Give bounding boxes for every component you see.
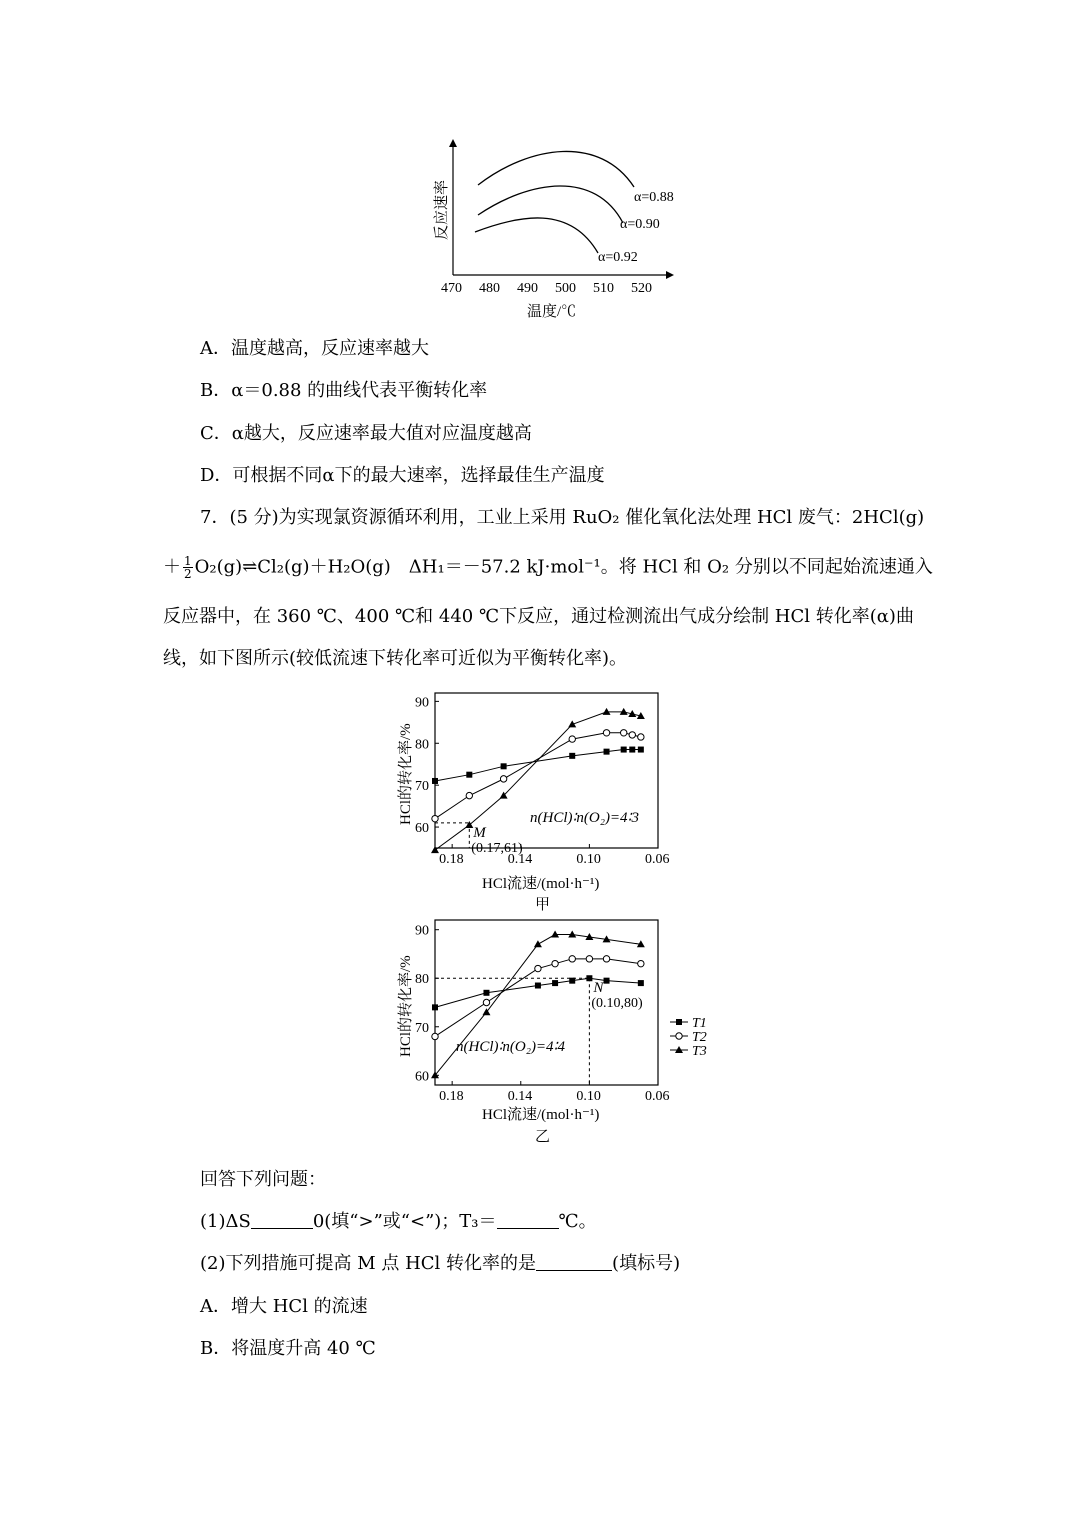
xtick-0.18: 0.18 (439, 1089, 464, 1104)
q7-line3: 反应器中，在 360 ℃、400 ℃和 440 ℃下反应，通过检测流出气成分绘制 HCl 转化率(α)曲 (163, 606, 914, 627)
equation-text: O₂(g)⇌Cl₂(g)＋H₂O(g) ΔH₁＝－57.2 kJ·mol⁻¹。将 HCl 和 O₂ 分别以不同起始流速通入 (194, 556, 933, 578)
chart-jia-xlabel: HCl流速/(mol·h⁻¹) (482, 876, 600, 892)
xtick-0.10: 0.10 (576, 1089, 601, 1104)
chart-jia-caption: 甲 (535, 897, 551, 913)
ytick-80: 80 (415, 737, 429, 753)
q1-blank-1[interactable] (251, 1212, 313, 1229)
point-t2-4 (603, 730, 609, 736)
point-t2-1 (466, 792, 472, 798)
chart-yi-xlabel: HCl流速/(mol·h⁻¹) (482, 1107, 600, 1123)
point-t1-1 (466, 772, 472, 778)
point-t2-7 (638, 960, 644, 966)
q1-suffix: ℃。 (558, 1211, 597, 1232)
fig1-xlabel: 温度/℃ (527, 304, 577, 320)
chart-jia-annotation: n(HCl)∶n(O₂)=4∶3 (530, 810, 639, 826)
chart-jia (390, 685, 690, 915)
point-m-label: M (473, 824, 486, 841)
ytick-60: 60 (415, 821, 429, 837)
legend-marker-t2 (676, 1033, 682, 1039)
q6-option-a: A．温度越高，反应速率越大 (200, 338, 429, 359)
point-t1-7 (638, 980, 644, 986)
point-t2-4 (569, 956, 575, 962)
ytick-80: 80 (415, 972, 429, 988)
point-t2-5 (586, 956, 592, 962)
xtick-0.10: 0.10 (576, 852, 601, 867)
q6-option-c: C．α越大，反应速率最大值对应温度越高 (200, 423, 532, 444)
curve-label-088: α=0.88 (634, 190, 674, 205)
xtick-0.14: 0.14 (507, 852, 533, 867)
point-t1-0 (432, 1004, 438, 1010)
curve-label-090: α=0.90 (620, 217, 660, 232)
point-n-coord: (0.10,80) (591, 996, 643, 1012)
chart-yi (390, 912, 730, 1147)
point-t1-6 (629, 747, 635, 753)
plus-sign: ＋ (163, 556, 181, 578)
q7-line1: 7．(5 分)为实现氯资源循环利用，工业上采用 RuO₂ 催化氧化法处理 HCl 废气：2HCl(g) (200, 507, 925, 528)
point-t1-4 (569, 978, 575, 984)
tick-480: 480 (479, 281, 500, 296)
tick-520: 520 (631, 281, 652, 296)
q1-blank-2[interactable] (497, 1212, 559, 1229)
q2-prefix: (2)下列措施可提高 M 点 HCl 转化率的是 (200, 1253, 537, 1274)
point-t2-6 (629, 732, 635, 738)
point-t1-2 (501, 763, 507, 769)
point-t2-7 (638, 734, 644, 740)
q1-line (200, 1210, 597, 1234)
tick-500: 500 (555, 281, 576, 296)
answers-intro: 回答下列问题： (200, 1169, 326, 1190)
point-t2-0 (432, 1033, 438, 1039)
point-t2-0 (432, 815, 438, 821)
point-t1-5 (586, 975, 592, 981)
curve-alpha-092 (475, 218, 598, 253)
tick-490: 490 (517, 281, 538, 296)
point-t3-0 (431, 846, 439, 853)
legend-label-t3: T3 (692, 1044, 707, 1059)
point-t1-5 (621, 747, 627, 753)
chart-yi-annotation: n(HCl)∶n(O₂)=4∶4 (456, 1039, 565, 1055)
point-m-coord: (0.17,61) (471, 840, 523, 856)
point-n-label: N (593, 980, 604, 997)
fraction-numerator: 1 (184, 554, 192, 568)
point-t1-2 (535, 983, 541, 989)
q2-blank[interactable] (536, 1254, 612, 1271)
legend-label-t2: T2 (692, 1030, 707, 1045)
chart-yi-caption: 乙 (535, 1129, 551, 1145)
q2-option-b: B．将温度升高 40 ℃ (200, 1338, 376, 1359)
point-t2-6 (603, 956, 609, 962)
tick-510: 510 (593, 281, 614, 296)
point-t1-1 (483, 990, 489, 996)
xtick-0.14: 0.14 (507, 1089, 533, 1104)
q7-line2 (163, 555, 933, 580)
q6-option-d: D．可根据不同α下的最大速率，选择最佳生产温度 (200, 465, 605, 486)
point-t2-1 (483, 999, 489, 1005)
ytick-90: 90 (415, 695, 429, 711)
point-t2-5 (620, 730, 626, 736)
curve-alpha-088 (478, 151, 634, 187)
point-t1-7 (638, 747, 644, 753)
q2-option-a: A．增大 HCl 的流速 (200, 1296, 368, 1317)
chart-yi-legend (670, 1016, 707, 1059)
q2-suffix: (填标号) (612, 1253, 681, 1274)
chart-yi-ylabel: HCl的转化率/% (398, 955, 414, 1057)
point-t2-3 (569, 736, 575, 742)
curve-alpha-090 (478, 186, 623, 223)
rate-temperature-figure (420, 135, 700, 325)
point-t1-0 (432, 778, 438, 784)
xtick-0.06: 0.06 (645, 1089, 670, 1104)
ytick-70: 70 (415, 1020, 429, 1036)
curve-label-092: α=0.92 (598, 250, 638, 265)
point-t2-2 (500, 776, 506, 782)
ytick-90: 90 (415, 923, 429, 939)
xtick-0.06: 0.06 (645, 852, 670, 867)
point-t1-3 (552, 980, 558, 986)
fraction-denominator: 2 (184, 567, 192, 581)
chart-jia-ylabel: HCl的转化率/% (398, 723, 414, 825)
fig1-ylabel: 反应速率 (434, 179, 450, 240)
point-t1-6 (604, 978, 610, 984)
q1-middle: 0(填“>”或“<”)；T₃＝ (312, 1211, 497, 1232)
xtick-0.18: 0.18 (439, 852, 464, 867)
point-t1-3 (569, 753, 575, 759)
half-fraction (183, 555, 193, 580)
q7-line4: 线，如下图所示(较低流速下转化率可近似为平衡转化率)。 (163, 648, 628, 669)
point-t1-4 (604, 749, 610, 755)
point-t2-2 (535, 965, 541, 971)
point-t3-2 (534, 940, 542, 947)
q2-line (200, 1252, 680, 1276)
point-t2-3 (552, 960, 558, 966)
q6-option-b: B．α＝0.88 的曲线代表平衡转化率 (200, 380, 488, 401)
tick-470: 470 (441, 281, 462, 296)
legend-marker-t1 (676, 1019, 682, 1025)
ytick-60: 60 (415, 1069, 429, 1085)
ytick-70: 70 (415, 779, 429, 795)
series-line-t1 (435, 750, 641, 781)
legend-label-t1: T1 (692, 1016, 707, 1031)
q1-prefix: (1)ΔS (200, 1211, 251, 1232)
